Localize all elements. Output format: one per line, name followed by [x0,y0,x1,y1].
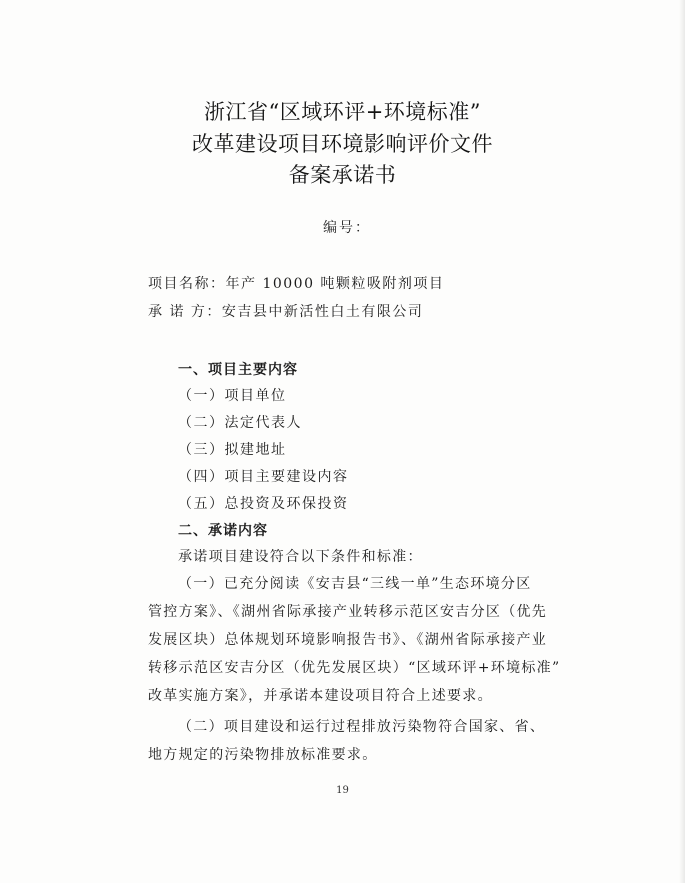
clause-2-line: 地方规定的污染物排放标准要求。 [148,747,378,763]
clause-1-line: （一）已充分阅读《安吉县“三线一单”生态环境分区 [178,576,532,592]
section-1-item: （三）拟建地址 [178,442,287,458]
clause-1-line: 转移示范区安吉分区（优先发展区块）“区域环评+环境标准” [148,660,561,676]
page-number: 19 [336,785,349,796]
section-2-heading: 二、承诺内容 [178,523,268,539]
clause-1-line: 管控方案》、《湖州省际承接产业转移示范区安吉分区（优先 [148,604,548,620]
section-1-heading: 一、项目主要内容 [178,362,298,378]
section-2-intro: 承诺项目建设符合以下条件和标准： [178,549,423,565]
clause-2-line: （二）项目建设和运行过程排放污染物符合国家、省、 [178,719,546,735]
promisor: 承 诺 方：安吉县中新活性白土有限公司 [148,304,424,320]
project-name: 项目名称：年产 10000 吨颗粒吸附剂项目 [148,276,445,292]
section-1-item: （五）总投资及环保投资 [178,496,349,512]
clause-1-line: 改革实施方案》，并承诺本建设项目符合上述要求。 [148,688,493,704]
document-title-line-3: 备案承诺书 [288,163,397,187]
section-1-item: （四）项目主要建设内容 [178,469,349,485]
section-1-item: （一）项目单位 [178,388,287,404]
clause-1-line: 发展区块）总体规划环境影响报告书》、《湖州省际承接产业 [148,632,548,648]
document-title-line-1: 浙江省“区域环评+环境标准” [203,100,482,124]
section-1-item: （二）法定代表人 [178,415,302,431]
document-title-line-2: 改革建设项目环境影响评价文件 [192,132,493,156]
document-number-label: 编号： [323,220,371,236]
